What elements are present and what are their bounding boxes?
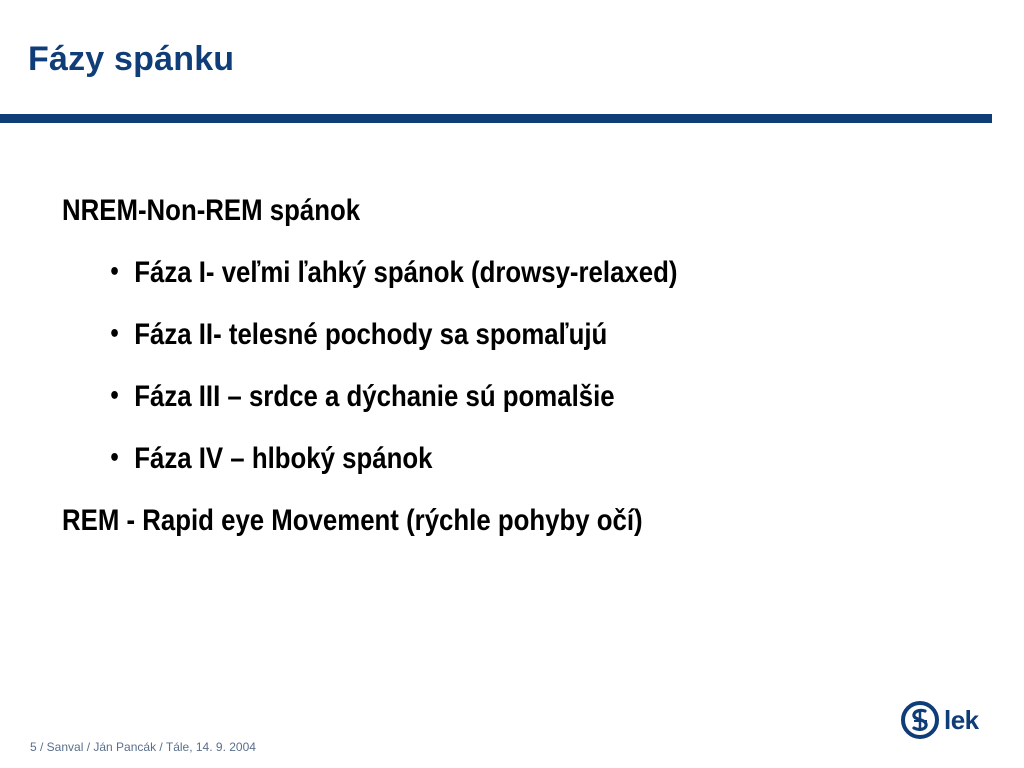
lek-logo-icon bbox=[900, 700, 940, 740]
footer-text: 5 / Sanval / Ján Pancák / Tále, 14. 9. 2004 bbox=[30, 740, 256, 754]
nrem-heading: NREM-Non-REM spánok bbox=[62, 194, 361, 227]
bullet-icon: • bbox=[108, 384, 121, 409]
list-item-label: Fáza IV – hlboký spánok bbox=[134, 442, 433, 475]
bullet-icon: • bbox=[108, 322, 121, 347]
bullet-icon: • bbox=[108, 446, 121, 471]
list-item-label: Fáza I- veľmi ľahký spánok (drowsy-relaxed) bbox=[134, 256, 678, 289]
list-item bbox=[62, 242, 836, 304]
rem-heading: REM - Rapid eye Movement (rýchle pohyby očí) bbox=[62, 504, 643, 537]
slide-title: Fázy spánku bbox=[28, 40, 235, 78]
nrem-phase-list bbox=[62, 242, 962, 490]
list-item-label: Fáza II- telesné pochody sa spomaľujú bbox=[134, 318, 608, 351]
bullet-icon: • bbox=[108, 260, 121, 285]
list-item bbox=[62, 366, 836, 428]
company-logo bbox=[900, 700, 979, 740]
list-item-label: Fáza III – srdce a dýchanie sú pomalšie bbox=[134, 380, 615, 413]
title-divider bbox=[0, 114, 992, 123]
list-item bbox=[62, 428, 836, 490]
slide-content bbox=[62, 180, 962, 552]
logo-text: lek bbox=[944, 704, 979, 735]
list-item bbox=[62, 304, 836, 366]
